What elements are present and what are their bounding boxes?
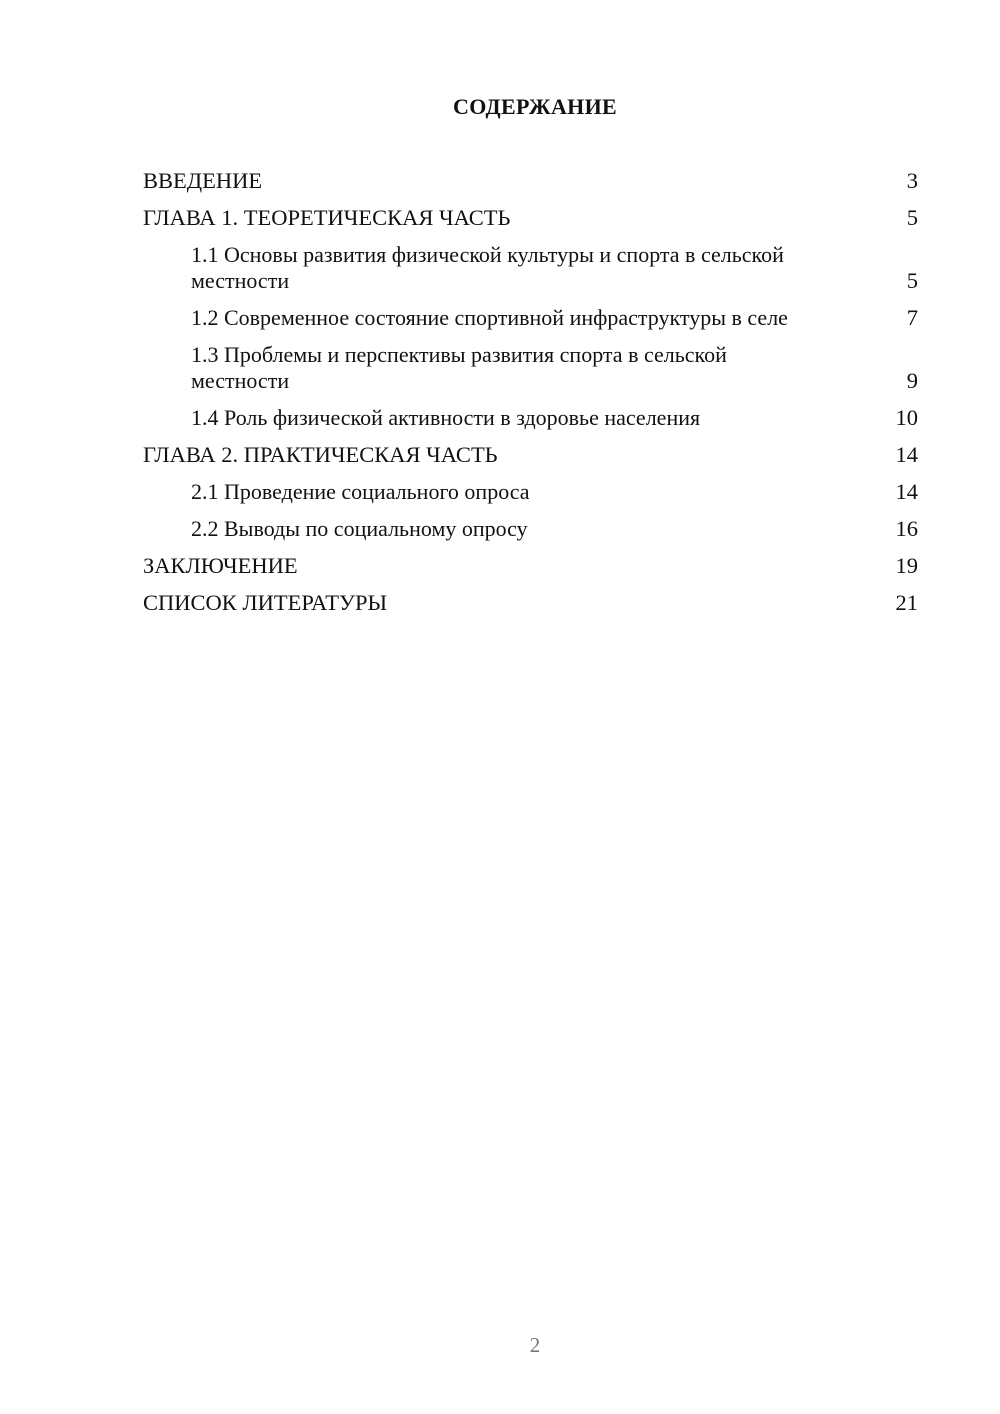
toc-entry-page: 14 [895, 442, 918, 467]
page-title: СОДЕРЖАНИЕ [453, 94, 617, 119]
toc-entry-section-1-1[interactable] [143, 242, 918, 294]
toc-entry-label: 1.1 Основы развития физической культуры и спорта в сельской местности [191, 242, 784, 293]
toc-entry-page: 5 [906, 205, 918, 230]
toc-entry-label: ЗАКЛЮЧЕНИЕ [143, 553, 298, 578]
toc-entry-section-1-3[interactable] [143, 342, 918, 394]
toc-entry-section-2-2[interactable] [143, 516, 918, 542]
toc-entry-section-2-1[interactable] [143, 479, 918, 505]
toc-entry-page: 21 [895, 590, 918, 615]
toc-entry-label: 1.3 Проблемы и перспективы развития спорта в сельской местности [191, 342, 727, 393]
toc-entry-section-1-2[interactable] [143, 305, 918, 331]
toc-entry-label: ГЛАВА 2. ПРАКТИЧЕСКАЯ ЧАСТЬ [143, 442, 498, 467]
toc-entry-page: 16 [895, 516, 918, 541]
toc-entry-chapter-1[interactable] [143, 205, 918, 231]
toc-entry-page: 10 [895, 405, 918, 430]
toc-entry-label: СПИСОК ЛИТЕРАТУРЫ [143, 590, 388, 615]
toc-entry-label: 2.2 Выводы по социальному опросу [191, 516, 528, 541]
page-number: 2 [529, 1333, 541, 1357]
toc-entry-page: 7 [906, 305, 918, 330]
toc-entry-label: ГЛАВА 1. ТЕОРЕТИЧЕСКАЯ ЧАСТЬ [143, 205, 511, 230]
toc-entry-label: ВВЕДЕНИЕ [143, 168, 263, 193]
toc-entry-chapter-2[interactable] [143, 442, 918, 468]
toc-entry-section-1-4[interactable] [143, 405, 918, 431]
toc-entry-label: 2.1 Проведение социального опроса [191, 479, 530, 504]
toc-entry-page: 9 [906, 368, 918, 393]
toc-entry-label: 1.4 Роль физической активности в здоровье населения [191, 405, 701, 430]
toc-entry-page: 19 [895, 553, 918, 578]
toc-entry-references[interactable] [143, 590, 918, 616]
table-of-contents [143, 168, 918, 616]
toc-entry-page: 5 [906, 268, 918, 293]
toc-entry-label: 1.2 Современное состояние спортивной инфраструктуры в селе [191, 305, 788, 330]
toc-entry-page: 14 [895, 479, 918, 504]
toc-entry-page: 3 [906, 168, 918, 193]
toc-entry-introduction[interactable] [143, 168, 918, 194]
toc-entry-conclusion[interactable] [143, 553, 918, 579]
